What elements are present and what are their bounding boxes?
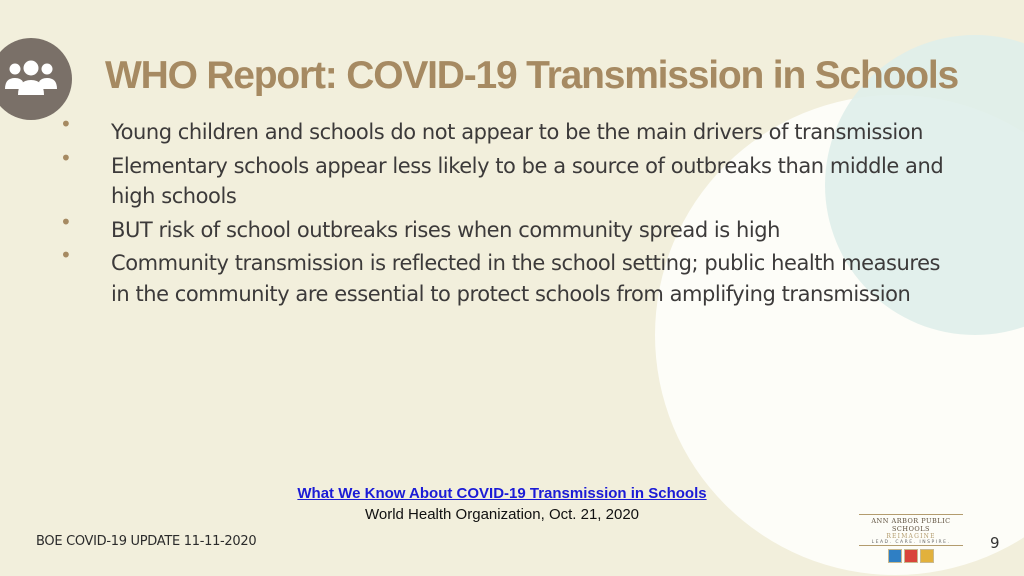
bullet-text: Elementary schools appear less likely to be a source of outbreaks than middle and high schools bbox=[111, 153, 944, 208]
logo-mark-flame-icon bbox=[920, 549, 934, 563]
bullet-item bbox=[60, 112, 960, 148]
logo-mark-star-icon bbox=[888, 549, 902, 563]
district-logo bbox=[855, 514, 967, 566]
logo-district-name: ANN ARBOR PUBLIC SCHOOLS bbox=[871, 517, 951, 533]
bullet-text: Community transmission is reflected in the school setting; public health measures in the community are essential to protect schools from amplifying transmission bbox=[111, 251, 941, 306]
bullet-item bbox=[60, 209, 960, 246]
slide-title: WHO Report: COVID-19 Transmission in Schools bbox=[105, 54, 958, 97]
logo-rule-top bbox=[859, 514, 963, 515]
bullet-marker: • bbox=[60, 145, 72, 170]
logo-marks bbox=[855, 549, 967, 563]
logo-rule-bottom bbox=[859, 545, 963, 546]
bullet-item bbox=[60, 243, 960, 309]
source-link[interactable]: What We Know About COVID-19 Transmission in Schools bbox=[297, 485, 707, 502]
source-organization: World Health Organization, Oct. 21, 2020 bbox=[364, 506, 640, 523]
people-group-icon-graphic bbox=[3, 59, 59, 99]
bullet-marker: • bbox=[60, 209, 72, 234]
bullet-list bbox=[60, 112, 960, 312]
bullet-marker: • bbox=[60, 243, 72, 267]
people-group-icon bbox=[0, 38, 72, 120]
footer-text: BOE COVID-19 UPDATE 11-11-2020 bbox=[36, 534, 257, 549]
source-citation bbox=[0, 485, 1004, 523]
page-number: 9 bbox=[990, 534, 1000, 552]
logo-mark-heart-icon bbox=[904, 549, 918, 563]
logo-tagline: REIMAGINE bbox=[886, 533, 936, 540]
bullet-item bbox=[60, 145, 960, 212]
bullet-marker: • bbox=[60, 112, 72, 136]
logo-motto: LEAD. CARE. INSPIRE. bbox=[871, 540, 951, 545]
bullet-text: Young children and schools do not appear to be the main drivers of transmission bbox=[111, 120, 923, 144]
bullet-text: BUT risk of school outbreaks rises when community spread is high bbox=[111, 217, 781, 242]
